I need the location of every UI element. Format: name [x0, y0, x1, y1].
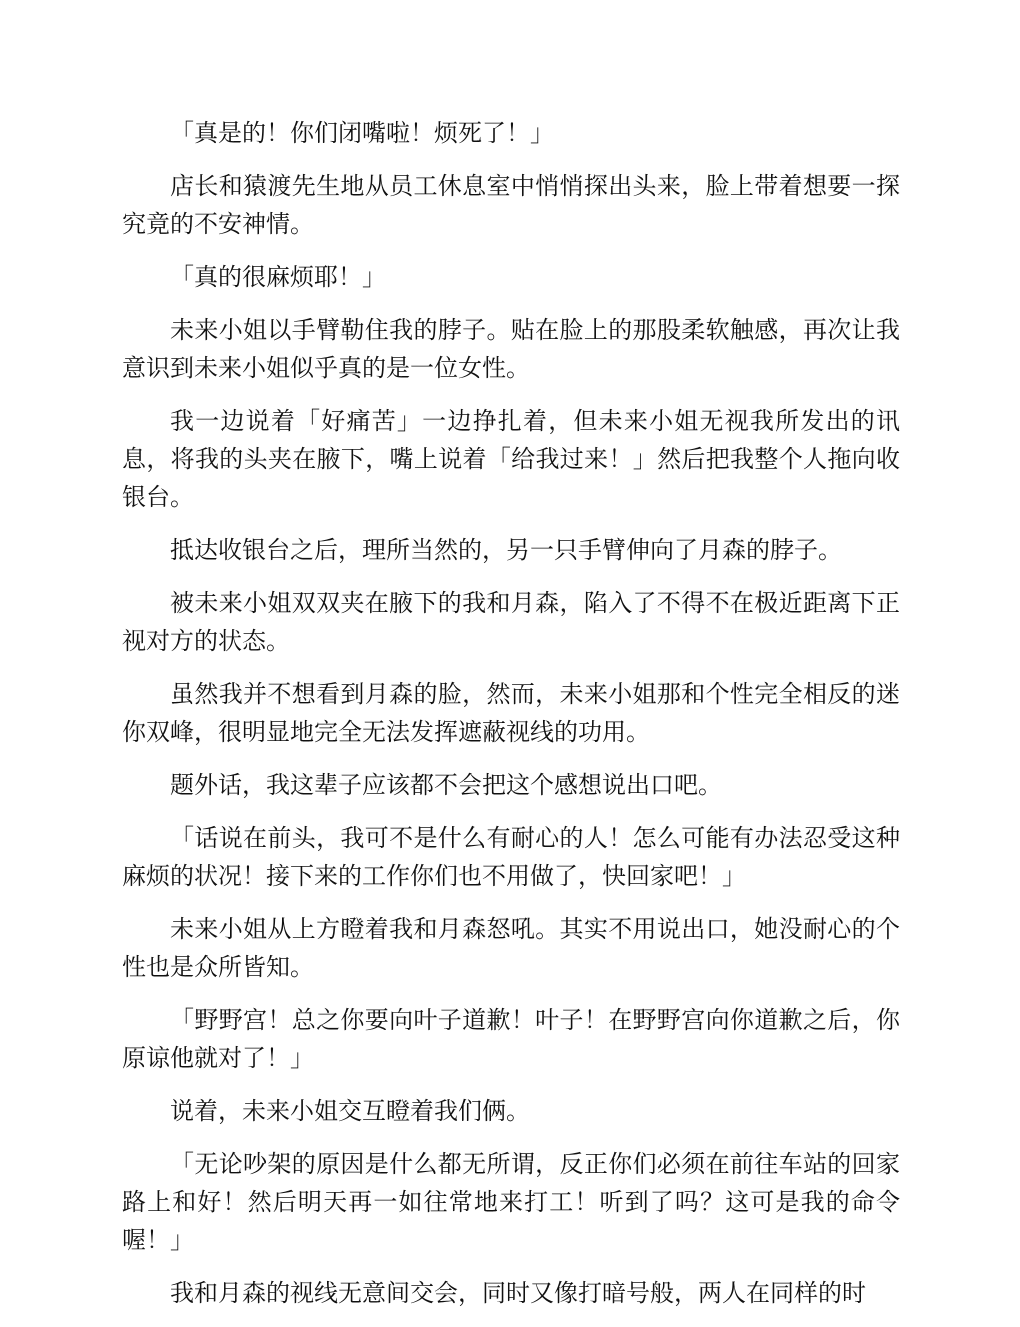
paragraph-15: 我和月森的视线无意间交会，同时又像打暗号般，两人在同样的时: [170, 1279, 866, 1307]
paragraph-7: 被未来小姐双双夹在腋下的我和月森，陷入了不得不在极近距离下正视对方的状态。: [122, 589, 900, 655]
paragraph-12: 「野野宫！总之你要向叶子道歉！叶子！在野野宫向你道歉之后，你原谅他就对了！」: [122, 1006, 900, 1072]
paragraph-9: 题外话，我这辈子应该都不会把这个感想说出口吧。: [170, 771, 722, 799]
paragraph-10: 「话说在前头，我可不是什么有耐心的人！怎么可能有办法忍受这种麻烦的状况！接下来的工作你们也不用做了，快回家吧！」: [122, 824, 900, 890]
paragraph-8: 虽然我并不想看到月森的脸，然而，未来小姐那和个性完全相反的迷你双峰，很明显地完全无法发挥遮蔽视线的功用。: [122, 680, 900, 746]
paragraph-1: 「真是的！你们闭嘴啦！烦死了！」: [170, 119, 554, 147]
body-text: [122, 114, 900, 1327]
paragraph-3: 「真的很麻烦耶！」: [170, 263, 386, 291]
paragraph-2: 店长和猿渡先生地从员工休息室中悄悄探出头来，脸上带着想要一探究竟的不安神情。: [122, 172, 900, 238]
paragraph-14: 「无论吵架的原因是什么都无所谓，反正你们必须在前往车站的回家路上和好！然后明天再一如往常地来打工！听到了吗？这可是我的命令喔！」: [122, 1150, 900, 1254]
paragraph-6: 抵达收银台之后，理所当然的，另一只手臂伸向了月森的脖子。: [170, 536, 842, 564]
paragraph-5: 我一边说着「好痛苦」一边挣扎着，但未来小姐无视我所发出的讯息，将我的头夹在腋下，嘴上说着「给我过来！」然后把我整个人拖向收银台。: [122, 407, 900, 511]
paragraph-13: 说着，未来小姐交互瞪着我们俩。: [170, 1097, 530, 1125]
paragraph-11: 未来小姐从上方瞪着我和月森怒吼。其实不用说出口，她没耐心的个性也是众所皆知。: [122, 915, 900, 981]
paragraph-4: 未来小姐以手臂勒住我的脖子。贴在脸上的那股柔软触感，再次让我意识到未来小姐似乎真的是一位女性。: [122, 316, 900, 382]
